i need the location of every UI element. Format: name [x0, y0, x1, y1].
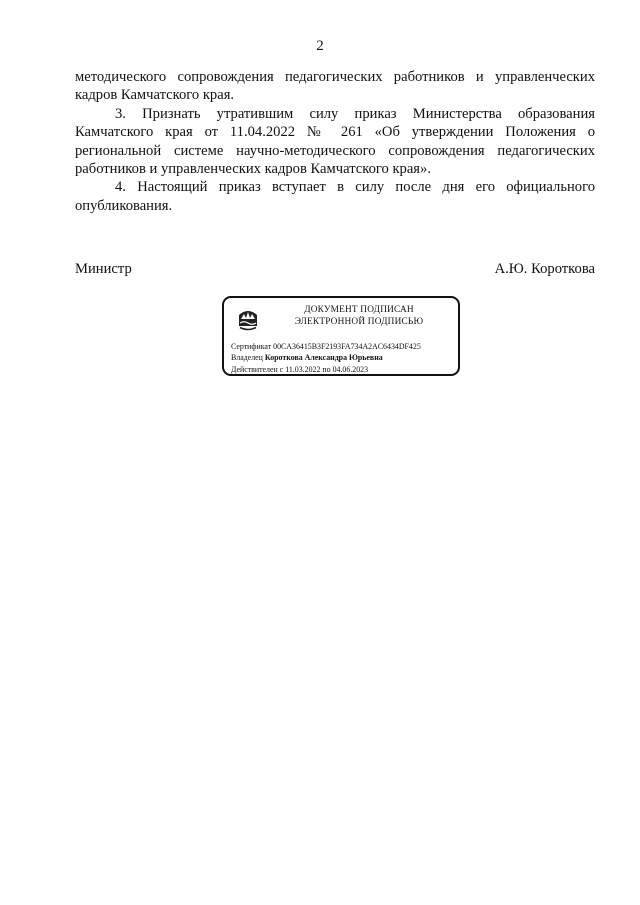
paragraph-item-4: 4. Настоящий приказ вступает в силу после дня его официального опубликования.: [75, 179, 595, 214]
stamp-heading-line-1: ДОКУМЕНТ ПОДПИСАН: [304, 305, 414, 315]
signatory-position: Министр: [75, 261, 132, 277]
stamp-details: [231, 341, 457, 375]
certificate-label: Сертификат: [231, 342, 272, 351]
signatory-name: А.Ю. Короткова: [494, 261, 595, 277]
owner-row: [231, 352, 457, 363]
page-number: 2: [316, 38, 324, 54]
valid-to-word: по: [322, 364, 331, 374]
validity-row: [231, 364, 457, 375]
valid-from-word: с: [279, 364, 284, 374]
owner-value: Короткова Александра Юрьевна: [264, 353, 383, 363]
valid-label: Действителен: [231, 364, 278, 374]
certificate-row: [231, 341, 457, 352]
electronic-signature-stamp: [222, 296, 460, 376]
owner-label: Владелец: [231, 353, 263, 363]
coat-of-arms-icon: [236, 306, 260, 332]
stamp-heading: [264, 305, 454, 328]
valid-to-date: 04.06.2023: [332, 364, 369, 374]
valid-from-date: 11.03.2022: [285, 364, 321, 374]
certificate-value: 00CA36415B3F2193FA734A2AC6434DF425: [273, 342, 421, 351]
paragraph-item-3: 3. Признать утратившим силу приказ Министерства образования Камчатского края от 11.04.2022 № 261 «Об утверждении Положения о региональной системе научно-методического сопровождения педагогических работников и управленческих кадров Камчатского края».: [75, 105, 595, 178]
paragraph-continuation: методического сопровождения педагогических работников и управленческих кадров Камчатского края.: [75, 69, 595, 104]
document-body: [75, 68, 595, 215]
stamp-heading-line-2: ЭЛЕКТРОННОЙ ПОДПИСЬЮ: [294, 316, 424, 327]
